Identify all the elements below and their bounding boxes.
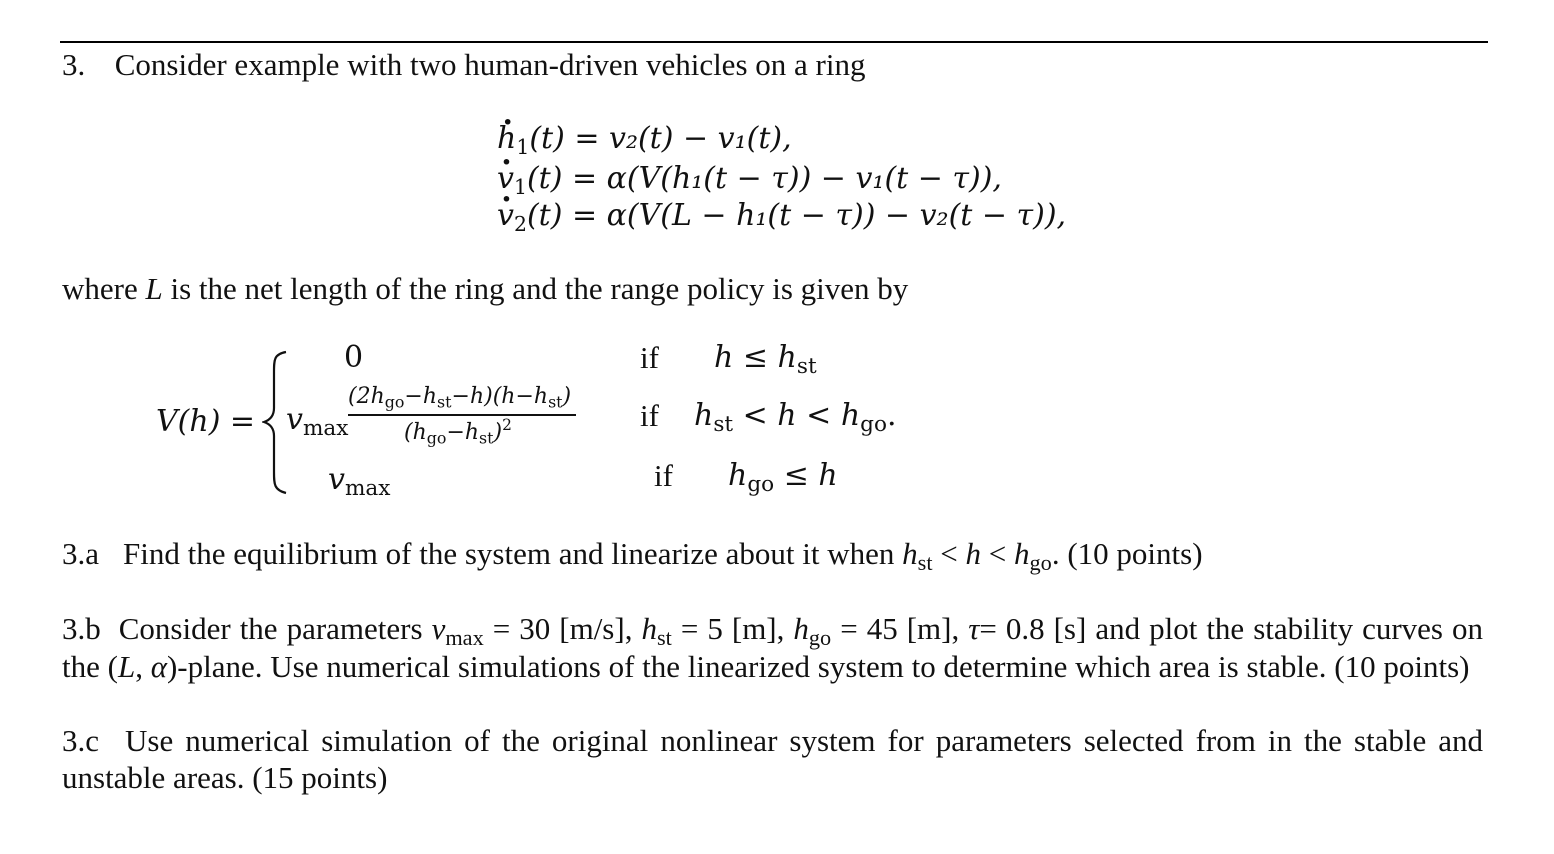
part-3c-line2: unstable areas. (15 points) (62, 760, 388, 795)
where-sentence: where L is the net length of the ring and the range policy is given by (62, 271, 909, 306)
top-rule (60, 41, 1488, 43)
eq2-lhs-symbol: · v (497, 161, 514, 197)
part-3a-label: 3.a (62, 536, 100, 571)
case3-value: $v_{max}$ (328, 462, 391, 502)
ring-length-var: L (145, 271, 163, 306)
case2-if: if (640, 398, 659, 433)
case2-vmax: $v_{max}$ (286, 402, 349, 442)
problem-number: 3. (62, 47, 86, 82)
case1-value: 0 (344, 340, 364, 375)
policy-lhs: V(h) = (156, 404, 256, 439)
equation-1: · $h_1(t) = v_2(t) - v_1(t)$, (497, 121, 792, 157)
eq1-rhs: = v₂(t) − v₁(t), (564, 121, 792, 156)
case3-if: if (654, 458, 673, 493)
eq2-rhs: = α(V(h₁(t − τ)) − v₁(t − τ)), (562, 161, 1002, 196)
case1-if: if (640, 340, 659, 375)
part-3c-line1: 3.c Use numerical simulation of the original nonlinear system for parameters selected from in the stable and (62, 723, 1483, 758)
part-3b-label: 3.b (62, 611, 101, 646)
eq3-rhs: = α(V(L − h₁(t − τ)) − v₂(t − τ)), (562, 198, 1067, 233)
part-3c-label: 3.c (62, 723, 100, 758)
fraction-bar (348, 414, 576, 416)
problem-heading (62, 46, 865, 84)
case2-condition: $h_{st} < h < h_{go}$. (694, 398, 897, 438)
eq1-lhs-symbol: · h (497, 121, 516, 157)
equation-3: · $v_2(t) = \alpha(V(L - h_1(t - \tau)) - v_2(t - \tau))$, (497, 198, 1066, 234)
fraction-denominator: $(h_{go}-h_{st})^2$ (404, 415, 512, 448)
part-3b-line2: the (L, α)-plane. Use numerical simulations of the linearized system to determine which area is stable. (10 points) (62, 649, 1470, 684)
case3-condition: $h_{go} \le h$ (728, 458, 838, 498)
equation-2: · $v_1(t) = \alpha(V(h_1(t - \tau)) - v_1(t - \tau))$, (497, 161, 1002, 197)
problem-intro: Consider example with two human-driven vehicles on a ring (114, 47, 866, 82)
part-3b-line1: 3.b Consider the parameters $v_{max} = 30$ [m/s], $h_{st} = 5$ [m], $h_{go} = 45$ [m], τ= 0.8 [s] and plot the stability curves on (62, 611, 1484, 651)
part-3a: 3.a Find the equilibrium of the system and linearize about it when $h_{st} < h < h_{go}$. (10 points) (62, 536, 1203, 576)
fraction-numerator: $(2h_{go}-h_{st}-h)(h-h_{st})$ (348, 384, 572, 412)
eq3-lhs-symbol: · v (497, 198, 514, 234)
case1-condition: $h \le h_{st}$ (714, 340, 817, 380)
